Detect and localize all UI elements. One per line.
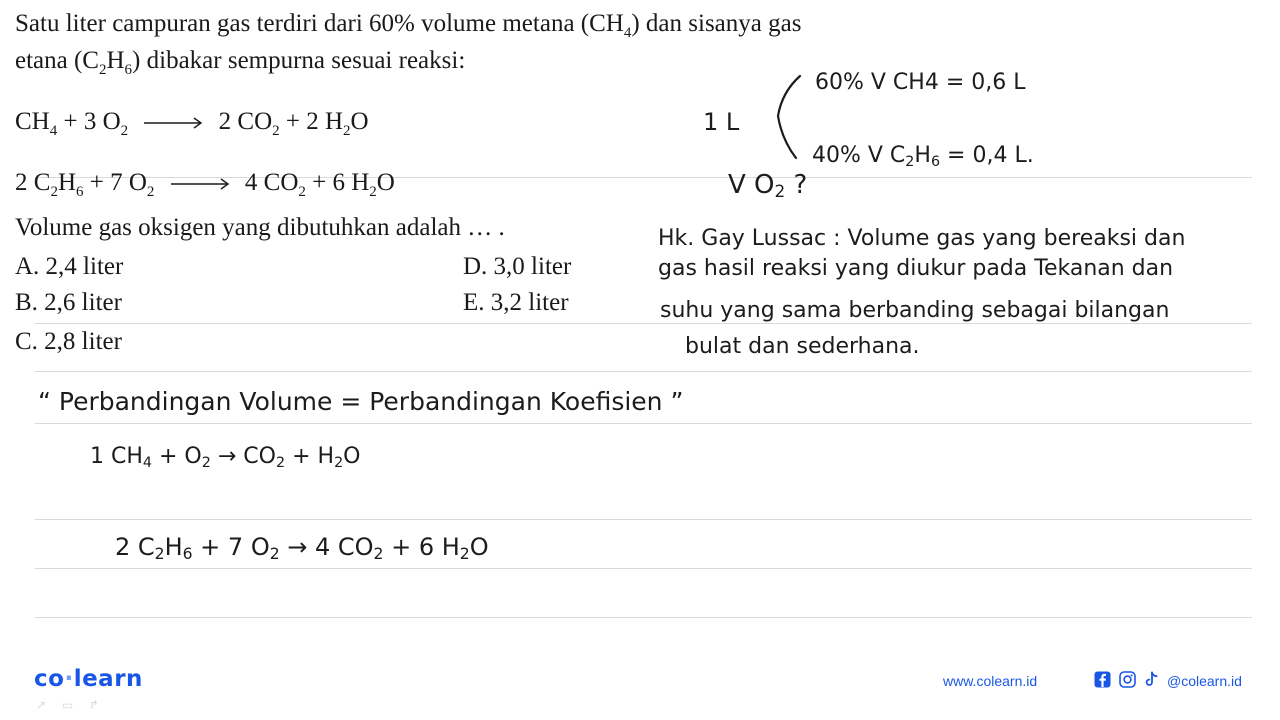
text: ) dan sisanya gas	[631, 10, 802, 37]
note-one-liter: 1 L	[703, 108, 740, 136]
subscript: 4	[623, 25, 632, 41]
rule-line	[35, 568, 1252, 569]
text: O	[469, 533, 489, 561]
question-text: Volume gas oksigen yang dibutuhkan adalah … .	[15, 214, 505, 241]
text: + 7 O	[83, 169, 147, 196]
option-c[interactable]: C. 2,8 liter	[15, 328, 122, 355]
text: + H	[285, 444, 335, 469]
subscript: 2	[905, 154, 915, 170]
subscript: 2	[343, 123, 351, 139]
text: 40% V C	[812, 143, 906, 168]
subscript: 6	[182, 545, 193, 563]
text: CH	[15, 108, 50, 135]
subscript: 2	[146, 184, 155, 200]
note-law-line-1: Hk. Gay Lussac : Volume gas yang bereaksi dan	[658, 226, 1186, 251]
text: O	[350, 108, 369, 135]
note-equation-1	[90, 444, 361, 471]
note-vo2-question	[728, 170, 808, 201]
text: H	[164, 533, 183, 561]
text: + 2 H	[279, 108, 344, 135]
text: 2 C	[15, 169, 51, 196]
problem-line-2	[15, 47, 466, 78]
rule-line	[35, 323, 1252, 324]
subscript: 6	[124, 62, 133, 78]
text: H	[914, 143, 931, 168]
note-law-line-4: bulat dan sederhana.	[685, 334, 920, 359]
option-d[interactable]: D. 3,0 liter	[463, 253, 572, 280]
text: 1 CH	[90, 444, 143, 469]
text: → CO	[210, 444, 276, 469]
rule-line	[35, 519, 1252, 520]
note-c2h6-volume	[812, 143, 1034, 170]
text: etana (C	[15, 47, 99, 74]
rule-line	[35, 423, 1252, 424]
logo-part: co	[34, 666, 65, 692]
subscript: 4	[142, 455, 153, 471]
note-law-line-3: suhu yang sama berbanding sebagai bilangan	[660, 298, 1170, 323]
subscript: 2	[774, 181, 786, 201]
reaction-2	[15, 169, 395, 200]
instagram-icon[interactable]	[1119, 671, 1136, 688]
note-law-line-2: gas hasil reaksi yang diukur pada Tekanan dan	[658, 256, 1174, 281]
option-b[interactable]: B. 2,6 liter	[15, 289, 122, 316]
note-ch4-volume: 60% V CH4 = 0,6 L	[815, 70, 1026, 95]
text: O	[343, 444, 361, 469]
social-handle[interactable]: @colearn.id	[1167, 673, 1242, 689]
subscript: 2	[154, 545, 165, 563]
text: H	[106, 47, 125, 74]
reaction-arrow-icon	[142, 116, 204, 130]
subscript: 4	[49, 123, 58, 139]
problem-line-1	[15, 10, 802, 41]
subscript: 2	[373, 545, 384, 563]
logo-dot: ·	[64, 666, 74, 692]
logo-part: learn	[73, 666, 143, 692]
subscript: 2	[269, 545, 280, 563]
subscript: 2	[272, 123, 280, 139]
text: Satu liter campuran gas terdiri dari 60% volume metana (CH	[15, 10, 624, 37]
subscript: 2	[369, 184, 377, 200]
rule-line	[35, 617, 1252, 618]
subscript: 6	[76, 184, 84, 200]
text: = 0,4 L.	[940, 143, 1034, 168]
subscript: 2	[98, 62, 107, 78]
subscript: 2	[201, 455, 211, 471]
website-link[interactable]: www.colearn.id	[943, 673, 1038, 689]
subscript: 2	[298, 184, 306, 200]
facebook-icon[interactable]	[1094, 671, 1111, 688]
subscript: 2	[334, 455, 344, 471]
text: + 3 O	[57, 108, 121, 135]
text: → 4 CO	[279, 533, 374, 561]
text: ) dibakar sempurna sesuai reaksi:	[132, 47, 466, 74]
reaction-1	[15, 108, 369, 139]
rule-line	[35, 371, 1252, 372]
text: ?	[785, 170, 808, 200]
note-equation-2	[115, 533, 489, 563]
text: O	[376, 169, 395, 196]
text: 2 CO	[218, 108, 273, 135]
text: H	[57, 169, 76, 196]
text: 2 C	[115, 533, 155, 561]
subscript: 2	[275, 455, 286, 471]
text: + 6 H	[305, 169, 370, 196]
toolbar-icons: ↗ ▭ ↱	[36, 698, 106, 712]
subscript: 6	[930, 154, 941, 170]
subscript: 2	[50, 184, 58, 200]
text: V O	[728, 170, 775, 200]
brace-icon	[768, 72, 804, 162]
note-ratio-statement: “ Perbandingan Volume = Perbandingan Koefisien ”	[38, 387, 684, 416]
text: + 7 O	[192, 533, 270, 561]
colearn-logo[interactable]	[34, 666, 143, 692]
tiktok-icon[interactable]	[1143, 671, 1160, 688]
option-a[interactable]: A. 2,4 liter	[15, 253, 124, 280]
option-e[interactable]: E. 3,2 liter	[463, 289, 569, 316]
text: 4 CO	[244, 169, 299, 196]
text: + 6 H	[383, 533, 460, 561]
reaction-arrow-icon	[169, 177, 231, 191]
subscript: 2	[459, 545, 470, 563]
subscript: 2	[120, 123, 129, 139]
text: + O	[152, 444, 202, 469]
